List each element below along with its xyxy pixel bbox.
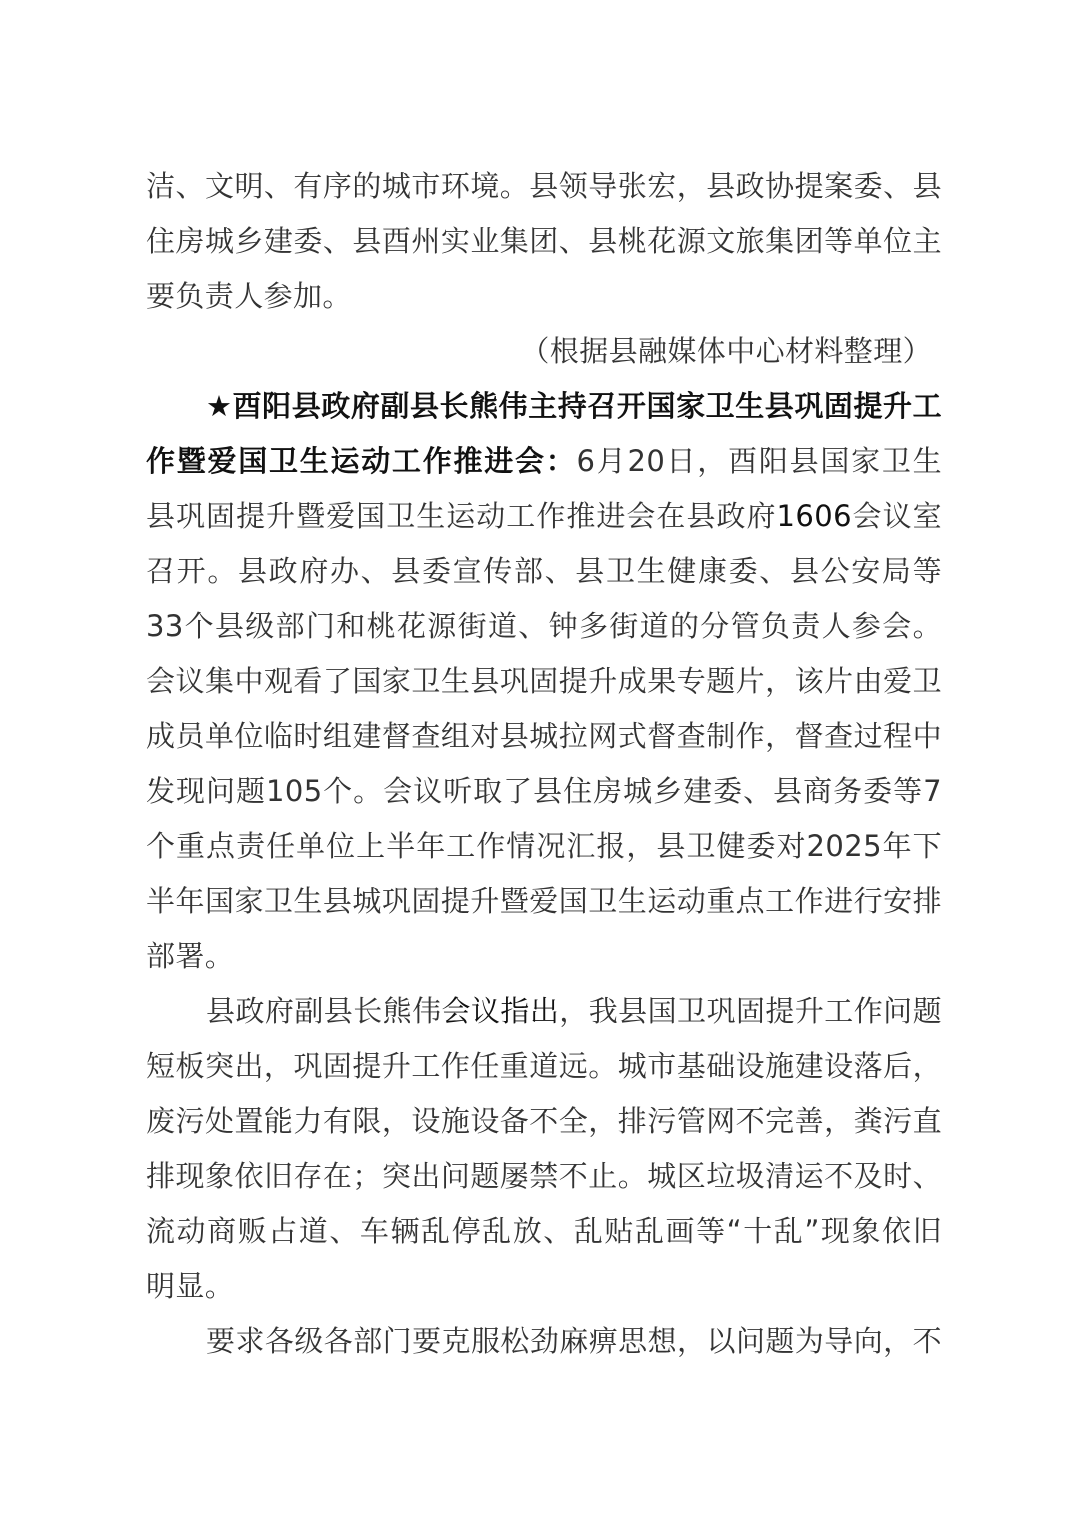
room-number: 1606	[776, 499, 852, 533]
paragraph-2-line-4: 排现象依旧存在；突出问题屡禁不止。城区垃圾清运不及时、	[146, 1159, 942, 1193]
paragraph-3-line-1: 要求各级各部门要克服松劲麻痹思想，以问题为导向，不	[206, 1324, 942, 1358]
text-line-7-part-2: 会议室	[851, 499, 942, 533]
paragraph-2-line-3: 废污处置能力有限，设施设备不全，排污管网不完善，粪污直	[146, 1104, 942, 1138]
text-line-12: 发现问题105个。会议听取了县住房城乡建委、县商务委等7	[146, 774, 942, 808]
paragraph-2-line-5: 流动商贩占道、车辆乱停乱放、乱贴乱画等“十乱”现象依旧	[146, 1214, 942, 1248]
news-heading-line-2	[146, 441, 942, 481]
text-line-8: 召开。县政府办、县委宣传部、县卫生健康委、县公安局等	[146, 554, 942, 588]
text-line-7-part-1: 县巩固提升暨爱国卫生运动工作推进会在县政府	[146, 499, 777, 533]
paragraph-2-line-1	[206, 991, 942, 1031]
text-line-3: 要负责人参加。	[146, 279, 352, 313]
source-note: （根据县融媒体中心材料整理）	[520, 334, 932, 368]
text-line-1: 洁、文明、有序的城市环境。县领导张宏，县政协提案委、县	[146, 169, 942, 203]
text-line-14: 半年国家卫生县城巩固提升暨爱国卫生运动重点工作进行安排	[146, 884, 942, 918]
news-heading-tail: 作暨爱国卫生运动工作推进会：	[146, 444, 577, 478]
meeting-pointed-out: 会议指出	[441, 994, 560, 1028]
news-heading-line-1: ★酉阳县政府副县长熊伟主持召开国家卫生县巩固提升工	[206, 389, 942, 423]
text-line-11: 成员单位临时组建督查组对县城拉网式督查制作，督查过程中	[146, 719, 942, 753]
text-line-9: 33个县级部门和桃花源街道、钟多街道的分管负责人参会。	[146, 609, 942, 643]
text-line-15: 部署。	[146, 939, 235, 973]
paragraph-2-line-2: 短板突出，巩固提升工作任重道远。城市基础设施建设落后，	[146, 1049, 942, 1083]
text-line-7	[146, 496, 942, 536]
paragraph-2-lead: 县政府副县长熊伟	[206, 994, 442, 1028]
paragraph-2-rest: ，我县国卫巩固提升工作问题	[559, 994, 942, 1028]
news-date-text: 6月20日，酉阳县国家卫生	[576, 444, 942, 478]
text-line-2: 住房城乡建委、县酉州实业集团、县桃花源文旅集团等单位主	[146, 224, 942, 258]
text-line-13: 个重点责任单位上半年工作情况汇报，县卫健委对2025年下	[146, 829, 942, 863]
paragraph-2-line-6: 明显。	[146, 1269, 235, 1303]
text-line-10: 会议集中观看了国家卫生县巩固提升成果专题片，该片由爱卫	[146, 664, 942, 698]
